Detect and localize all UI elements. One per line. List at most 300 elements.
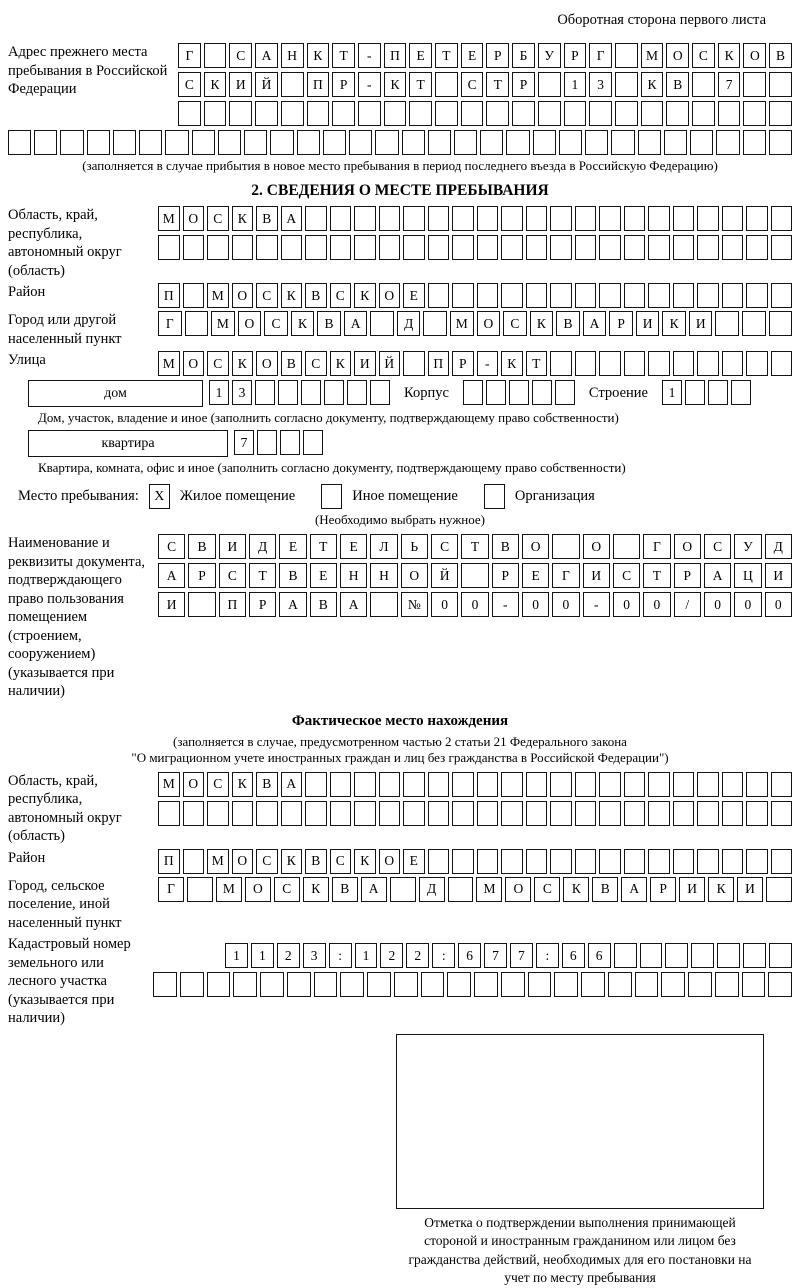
char-cell[interactable]: [183, 801, 205, 826]
char-cell[interactable]: [183, 849, 205, 874]
char-cell[interactable]: А: [704, 563, 731, 588]
char-cell[interactable]: [501, 206, 523, 231]
char-cell[interactable]: [232, 801, 254, 826]
char-cell[interactable]: [394, 972, 418, 997]
char-cell[interactable]: [402, 130, 425, 155]
char-cell[interactable]: [60, 130, 83, 155]
char-cell[interactable]: :: [329, 943, 352, 968]
checkbox-organization[interactable]: [484, 484, 505, 509]
char-cell[interactable]: [715, 972, 739, 997]
char-cell[interactable]: А: [621, 877, 647, 902]
char-cell[interactable]: О: [232, 849, 254, 874]
char-cell[interactable]: О: [522, 534, 549, 559]
char-cell[interactable]: 1: [564, 72, 587, 97]
char-cell[interactable]: [722, 351, 744, 376]
char-cell[interactable]: К: [354, 283, 376, 308]
char-cell[interactable]: [648, 283, 670, 308]
char-cell[interactable]: К: [718, 43, 741, 68]
char-cell[interactable]: [673, 206, 695, 231]
char-cell[interactable]: [624, 351, 646, 376]
char-cell[interactable]: [454, 130, 477, 155]
char-cell[interactable]: [769, 943, 792, 968]
char-cell[interactable]: [297, 130, 320, 155]
char-cell[interactable]: Т: [526, 351, 548, 376]
char-cell[interactable]: Г: [643, 534, 670, 559]
char-cell[interactable]: С: [274, 877, 300, 902]
char-cell[interactable]: [435, 101, 458, 126]
char-cell[interactable]: [661, 972, 685, 997]
char-cell[interactable]: [257, 430, 277, 455]
char-cell[interactable]: Р: [452, 351, 474, 376]
char-cell[interactable]: Е: [279, 534, 306, 559]
char-cell[interactable]: С: [264, 311, 288, 336]
char-cell[interactable]: [771, 772, 793, 797]
char-cell[interactable]: [435, 72, 458, 97]
char-cell[interactable]: [207, 235, 229, 260]
char-cell[interactable]: [448, 877, 474, 902]
char-cell[interactable]: И: [158, 592, 185, 617]
char-cell[interactable]: [281, 101, 304, 126]
char-cell[interactable]: 1: [355, 943, 378, 968]
char-cell[interactable]: С: [256, 283, 278, 308]
char-cell[interactable]: [232, 235, 254, 260]
char-cell[interactable]: [477, 235, 499, 260]
char-cell[interactable]: [575, 801, 597, 826]
char-cell[interactable]: П: [428, 351, 450, 376]
char-cell[interactable]: [403, 351, 425, 376]
char-cell[interactable]: [185, 311, 209, 336]
char-cell[interactable]: К: [354, 849, 376, 874]
char-cell[interactable]: Г: [589, 43, 612, 68]
char-cell[interactable]: [771, 283, 793, 308]
char-cell[interactable]: [673, 772, 695, 797]
char-cell[interactable]: И: [689, 311, 713, 336]
char-cell[interactable]: 0: [552, 592, 579, 617]
char-cell[interactable]: [550, 849, 572, 874]
char-cell[interactable]: :: [536, 943, 559, 968]
char-cell[interactable]: К: [281, 849, 303, 874]
char-cell[interactable]: [564, 101, 587, 126]
char-cell[interactable]: О: [505, 877, 531, 902]
char-cell[interactable]: [501, 972, 525, 997]
char-cell[interactable]: [354, 801, 376, 826]
char-cell[interactable]: [165, 130, 188, 155]
char-cell[interactable]: [746, 772, 768, 797]
char-cell[interactable]: [731, 380, 751, 405]
char-cell[interactable]: М: [158, 772, 180, 797]
char-cell[interactable]: [538, 101, 561, 126]
char-cell[interactable]: А: [340, 592, 367, 617]
char-cell[interactable]: [550, 351, 572, 376]
char-cell[interactable]: [717, 943, 740, 968]
char-cell[interactable]: [428, 772, 450, 797]
char-cell[interactable]: [697, 206, 719, 231]
char-cell[interactable]: [192, 130, 215, 155]
char-cell[interactable]: [697, 772, 719, 797]
char-cell[interactable]: В: [279, 563, 306, 588]
char-cell[interactable]: [638, 130, 661, 155]
char-cell[interactable]: Е: [522, 563, 549, 588]
char-cell[interactable]: 0: [734, 592, 761, 617]
char-cell[interactable]: И: [229, 72, 252, 97]
char-cell[interactable]: [624, 772, 646, 797]
char-cell[interactable]: [379, 772, 401, 797]
char-cell[interactable]: [769, 72, 792, 97]
char-cell[interactable]: Й: [379, 351, 401, 376]
char-cell[interactable]: [452, 283, 474, 308]
char-cell[interactable]: М: [450, 311, 474, 336]
char-cell[interactable]: [34, 130, 57, 155]
char-cell[interactable]: [477, 206, 499, 231]
char-cell[interactable]: [139, 130, 162, 155]
char-cell[interactable]: О: [477, 311, 501, 336]
char-cell[interactable]: И: [765, 563, 792, 588]
char-cell[interactable]: [307, 101, 330, 126]
char-cell[interactable]: 1: [251, 943, 274, 968]
char-cell[interactable]: [301, 380, 321, 405]
char-cell[interactable]: [599, 801, 621, 826]
char-cell[interactable]: [538, 72, 561, 97]
char-cell[interactable]: С: [229, 43, 252, 68]
char-cell[interactable]: [281, 72, 304, 97]
char-cell[interactable]: [648, 235, 670, 260]
char-cell[interactable]: [188, 592, 215, 617]
char-cell[interactable]: -: [477, 351, 499, 376]
char-cell[interactable]: [746, 849, 768, 874]
char-cell[interactable]: 2: [277, 943, 300, 968]
char-cell[interactable]: [691, 943, 714, 968]
char-cell[interactable]: [278, 380, 298, 405]
char-cell[interactable]: О: [256, 351, 278, 376]
char-cell[interactable]: К: [291, 311, 315, 336]
char-cell[interactable]: О: [183, 351, 205, 376]
char-cell[interactable]: [666, 101, 689, 126]
char-cell[interactable]: [575, 772, 597, 797]
char-cell[interactable]: [673, 283, 695, 308]
char-cell[interactable]: [624, 283, 646, 308]
char-cell[interactable]: 6: [588, 943, 611, 968]
char-cell[interactable]: [743, 943, 766, 968]
char-cell[interactable]: [403, 772, 425, 797]
checkbox-residential[interactable]: X: [149, 484, 170, 509]
char-cell[interactable]: Е: [403, 849, 425, 874]
char-cell[interactable]: [722, 235, 744, 260]
char-cell[interactable]: [183, 235, 205, 260]
char-cell[interactable]: А: [279, 592, 306, 617]
char-cell[interactable]: Ц: [734, 563, 761, 588]
char-cell[interactable]: [428, 283, 450, 308]
char-cell[interactable]: К: [662, 311, 686, 336]
char-cell[interactable]: [722, 801, 744, 826]
char-cell[interactable]: Е: [461, 43, 484, 68]
char-cell[interactable]: С: [534, 877, 560, 902]
char-cell[interactable]: [477, 801, 499, 826]
char-cell[interactable]: [158, 235, 180, 260]
char-cell[interactable]: [766, 877, 792, 902]
char-cell[interactable]: [260, 972, 284, 997]
char-cell[interactable]: [599, 283, 621, 308]
char-cell[interactable]: [153, 972, 177, 997]
char-cell[interactable]: А: [361, 877, 387, 902]
char-cell[interactable]: [688, 972, 712, 997]
char-cell[interactable]: К: [232, 351, 254, 376]
char-cell[interactable]: [550, 801, 572, 826]
char-cell[interactable]: [324, 380, 344, 405]
char-cell[interactable]: [452, 801, 474, 826]
char-cell[interactable]: [528, 972, 552, 997]
char-cell[interactable]: [648, 351, 670, 376]
char-cell[interactable]: С: [461, 72, 484, 97]
char-cell[interactable]: С: [207, 206, 229, 231]
char-cell[interactable]: С: [431, 534, 458, 559]
char-cell[interactable]: /: [674, 592, 701, 617]
char-cell[interactable]: [648, 801, 670, 826]
char-cell[interactable]: [585, 130, 608, 155]
char-cell[interactable]: П: [307, 72, 330, 97]
char-cell[interactable]: [486, 380, 506, 405]
char-cell[interactable]: [461, 101, 484, 126]
char-cell[interactable]: [614, 943, 637, 968]
char-cell[interactable]: [323, 130, 346, 155]
char-cell[interactable]: [178, 101, 201, 126]
char-cell[interactable]: С: [704, 534, 731, 559]
char-cell[interactable]: П: [158, 849, 180, 874]
char-cell[interactable]: -: [583, 592, 610, 617]
char-cell[interactable]: №: [401, 592, 428, 617]
char-cell[interactable]: М: [211, 311, 235, 336]
char-cell[interactable]: [330, 235, 352, 260]
char-cell[interactable]: [533, 130, 556, 155]
char-cell[interactable]: [743, 72, 766, 97]
char-cell[interactable]: [204, 101, 227, 126]
char-cell[interactable]: Р: [650, 877, 676, 902]
char-cell[interactable]: [599, 351, 621, 376]
char-cell[interactable]: [428, 130, 451, 155]
char-cell[interactable]: [423, 311, 447, 336]
char-cell[interactable]: П: [158, 283, 180, 308]
char-cell[interactable]: [461, 563, 488, 588]
char-cell[interactable]: [550, 235, 572, 260]
char-cell[interactable]: 7: [234, 430, 254, 455]
char-cell[interactable]: С: [207, 772, 229, 797]
char-cell[interactable]: [486, 101, 509, 126]
char-cell[interactable]: О: [379, 283, 401, 308]
char-cell[interactable]: 6: [458, 943, 481, 968]
char-cell[interactable]: [615, 72, 638, 97]
char-cell[interactable]: [379, 206, 401, 231]
char-cell[interactable]: 7: [510, 943, 533, 968]
char-cell[interactable]: [665, 943, 688, 968]
char-cell[interactable]: [746, 235, 768, 260]
char-cell[interactable]: [697, 283, 719, 308]
char-cell[interactable]: 3: [589, 72, 612, 97]
char-cell[interactable]: К: [330, 351, 352, 376]
char-cell[interactable]: [229, 101, 252, 126]
char-cell[interactable]: [477, 283, 499, 308]
char-cell[interactable]: В: [592, 877, 618, 902]
char-cell[interactable]: Т: [332, 43, 355, 68]
char-cell[interactable]: [648, 206, 670, 231]
char-cell[interactable]: [512, 101, 535, 126]
char-cell[interactable]: [281, 235, 303, 260]
char-cell[interactable]: [559, 130, 582, 155]
char-cell[interactable]: [635, 972, 659, 997]
char-cell[interactable]: С: [330, 849, 352, 874]
char-cell[interactable]: [648, 772, 670, 797]
char-cell[interactable]: К: [530, 311, 554, 336]
char-cell[interactable]: [722, 849, 744, 874]
char-cell[interactable]: Г: [158, 877, 184, 902]
char-cell[interactable]: В: [317, 311, 341, 336]
char-cell[interactable]: [421, 972, 445, 997]
char-cell[interactable]: [526, 849, 548, 874]
char-cell[interactable]: [501, 235, 523, 260]
char-cell[interactable]: Р: [188, 563, 215, 588]
char-cell[interactable]: [509, 380, 529, 405]
char-cell[interactable]: [771, 206, 793, 231]
char-cell[interactable]: [8, 130, 31, 155]
char-cell[interactable]: [615, 43, 638, 68]
char-cell[interactable]: [599, 206, 621, 231]
char-cell[interactable]: [255, 380, 275, 405]
char-cell[interactable]: В: [256, 206, 278, 231]
char-cell[interactable]: 3: [303, 943, 326, 968]
char-cell[interactable]: [379, 235, 401, 260]
char-cell[interactable]: К: [384, 72, 407, 97]
char-cell[interactable]: [722, 206, 744, 231]
char-cell[interactable]: [158, 801, 180, 826]
char-cell[interactable]: И: [737, 877, 763, 902]
char-cell[interactable]: И: [636, 311, 660, 336]
char-cell[interactable]: В: [666, 72, 689, 97]
char-cell[interactable]: М: [158, 351, 180, 376]
char-cell[interactable]: Р: [249, 592, 276, 617]
char-cell[interactable]: [452, 206, 474, 231]
char-cell[interactable]: [615, 101, 638, 126]
char-cell[interactable]: [640, 943, 663, 968]
char-cell[interactable]: [526, 235, 548, 260]
char-cell[interactable]: -: [358, 72, 381, 97]
char-cell[interactable]: Е: [310, 563, 337, 588]
char-cell[interactable]: [354, 235, 376, 260]
char-cell[interactable]: Ь: [401, 534, 428, 559]
char-cell[interactable]: С: [178, 72, 201, 97]
char-cell[interactable]: 7: [718, 72, 741, 97]
char-cell[interactable]: Р: [512, 72, 535, 97]
char-cell[interactable]: П: [384, 43, 407, 68]
char-cell[interactable]: [183, 283, 205, 308]
char-cell[interactable]: И: [679, 877, 705, 902]
char-cell[interactable]: [697, 351, 719, 376]
char-cell[interactable]: [207, 801, 229, 826]
char-cell[interactable]: [722, 283, 744, 308]
char-cell[interactable]: [330, 206, 352, 231]
char-cell[interactable]: С: [503, 311, 527, 336]
char-cell[interactable]: [611, 130, 634, 155]
char-cell[interactable]: [746, 801, 768, 826]
char-cell[interactable]: К: [232, 206, 254, 231]
char-cell[interactable]: К: [281, 283, 303, 308]
char-cell[interactable]: [746, 283, 768, 308]
char-cell[interactable]: С: [207, 351, 229, 376]
char-cell[interactable]: [256, 801, 278, 826]
char-cell[interactable]: Р: [564, 43, 587, 68]
char-cell[interactable]: С: [158, 534, 185, 559]
char-cell[interactable]: Е: [403, 283, 425, 308]
char-cell[interactable]: [685, 380, 705, 405]
char-cell[interactable]: У: [734, 534, 761, 559]
char-cell[interactable]: Н: [340, 563, 367, 588]
char-cell[interactable]: [506, 130, 529, 155]
char-cell[interactable]: [722, 772, 744, 797]
char-cell[interactable]: И: [583, 563, 610, 588]
char-cell[interactable]: [708, 380, 728, 405]
char-cell[interactable]: А: [281, 772, 303, 797]
char-cell[interactable]: [354, 206, 376, 231]
char-cell[interactable]: К: [501, 351, 523, 376]
char-cell[interactable]: Й: [431, 563, 458, 588]
char-cell[interactable]: -: [492, 592, 519, 617]
char-cell[interactable]: С: [305, 351, 327, 376]
char-cell[interactable]: [113, 130, 136, 155]
char-cell[interactable]: [330, 801, 352, 826]
char-cell[interactable]: Т: [249, 563, 276, 588]
char-cell[interactable]: О: [183, 206, 205, 231]
char-cell[interactable]: К: [708, 877, 734, 902]
char-cell[interactable]: [673, 849, 695, 874]
char-cell[interactable]: [771, 235, 793, 260]
char-cell[interactable]: О: [232, 283, 254, 308]
char-cell[interactable]: [769, 130, 792, 155]
char-cell[interactable]: М: [207, 849, 229, 874]
char-cell[interactable]: [287, 972, 311, 997]
char-cell[interactable]: Г: [178, 43, 201, 68]
char-cell[interactable]: [746, 206, 768, 231]
char-cell[interactable]: [641, 101, 664, 126]
char-cell[interactable]: Т: [409, 72, 432, 97]
char-cell[interactable]: С: [256, 849, 278, 874]
char-cell[interactable]: [452, 772, 474, 797]
char-cell[interactable]: К: [641, 72, 664, 97]
char-cell[interactable]: 1: [662, 380, 682, 405]
char-cell[interactable]: [526, 283, 548, 308]
char-cell[interactable]: [370, 592, 397, 617]
char-cell[interactable]: [581, 972, 605, 997]
char-cell[interactable]: [746, 351, 768, 376]
char-cell[interactable]: О: [379, 849, 401, 874]
char-cell[interactable]: И: [219, 534, 246, 559]
char-cell[interactable]: [608, 972, 632, 997]
char-cell[interactable]: [303, 430, 323, 455]
char-cell[interactable]: [452, 235, 474, 260]
char-cell[interactable]: [589, 101, 612, 126]
char-cell[interactable]: К: [307, 43, 330, 68]
checkbox-other-premises[interactable]: [321, 484, 342, 509]
char-cell[interactable]: [501, 801, 523, 826]
char-cell[interactable]: [256, 235, 278, 260]
char-cell[interactable]: [575, 283, 597, 308]
char-cell[interactable]: [367, 972, 391, 997]
char-cell[interactable]: [270, 130, 293, 155]
char-cell[interactable]: М: [216, 877, 242, 902]
char-cell[interactable]: Е: [340, 534, 367, 559]
char-cell[interactable]: 3: [232, 380, 252, 405]
char-cell[interactable]: 7: [484, 943, 507, 968]
char-cell[interactable]: [474, 972, 498, 997]
char-cell[interactable]: О: [674, 534, 701, 559]
char-cell[interactable]: Р: [609, 311, 633, 336]
char-cell[interactable]: [555, 380, 575, 405]
